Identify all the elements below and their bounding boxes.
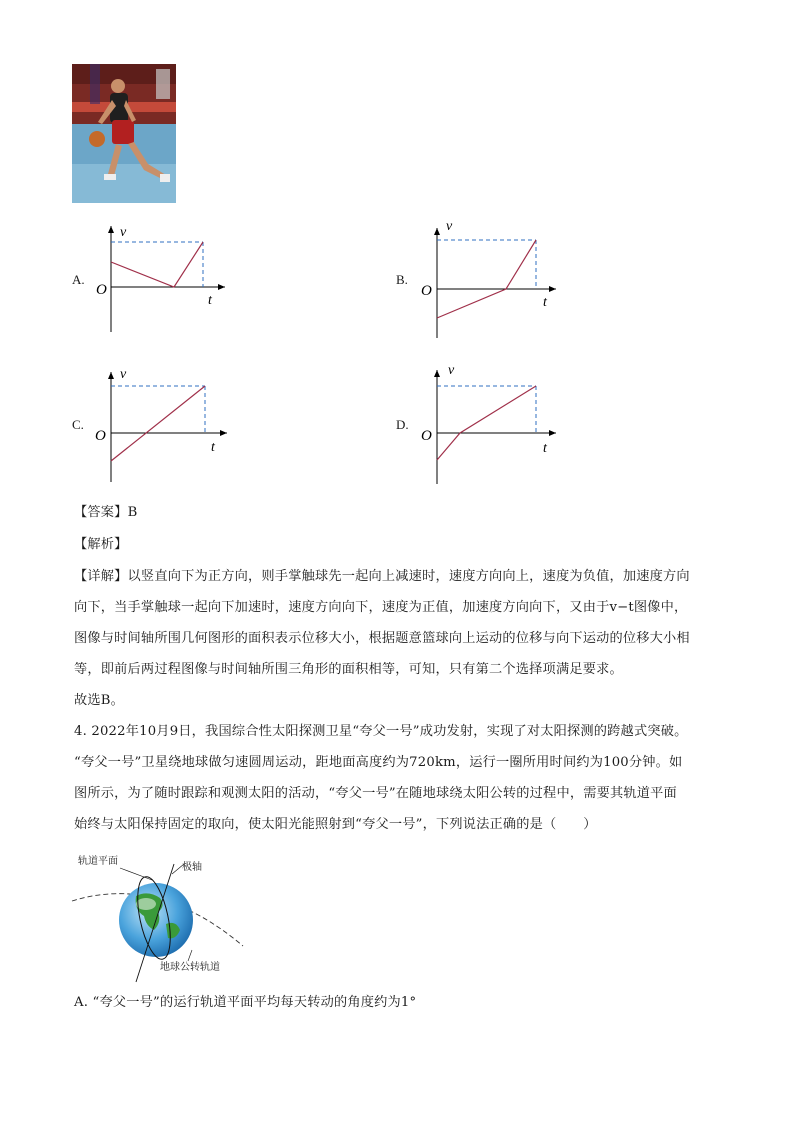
option-c-graph: [90, 366, 270, 496]
earth-orbit-figure: [68, 846, 258, 986]
q4-line-4: 始终与太阳保持固定的取向，使太阳光能照射到“夸父一号”，下列说法正确的是（ ）: [74, 817, 597, 832]
orbit-plane-label: 轨道平面: [78, 856, 118, 867]
answer-line: [74, 504, 137, 522]
analysis-tag: 【解析】: [74, 537, 128, 552]
answer-tag: 【答案】: [74, 505, 128, 520]
revolution-orbit-label: 地球公转轨道: [160, 962, 220, 973]
vt-line: [437, 386, 536, 460]
option-d-graph: [416, 364, 596, 494]
v-label: v: [120, 225, 127, 240]
leader-line: [120, 868, 152, 880]
detail-line-5: 故选B。: [74, 693, 125, 708]
origin-label: O: [421, 283, 432, 299]
vt-line: [437, 240, 536, 318]
q4-line-1: 4. 2022年10月9日，我国综合性太阳探测卫星“夸父一号”成功发射，实现了对太阳探测的跨越式突破。: [74, 724, 688, 739]
origin-label: O: [95, 428, 106, 444]
detail-line-2: 向下，当手掌触球一起向下加速时，速度方向向下，速度为正值，加速度方向向下，又由于v−t图像中，: [74, 600, 688, 615]
option-c-letter: C.: [72, 417, 84, 432]
q4-line-3: 图所示，为了随时跟踪和观测太阳的活动，“夸父一号”在随地球绕太阳公转的过程中，需要其轨道平面: [74, 786, 677, 801]
option-a-letter: A.: [72, 272, 85, 287]
vt-line: [111, 242, 203, 287]
choice-a: A. “夸父一号”的运行轨道平面平均每天转动的角度约为1°: [74, 995, 417, 1010]
v-label: v: [448, 363, 455, 378]
leader-line: [188, 950, 192, 961]
option-b-letter: B.: [396, 272, 408, 287]
q4-line-2: “夸父一号”卫星绕地球做匀速圆周运动，距地面高度约为720km，运行一圈所用时间约为100分钟。如: [74, 755, 683, 770]
v-label: v: [120, 367, 127, 382]
v-label: v: [446, 219, 453, 234]
option-d-letter: D.: [396, 417, 409, 432]
detail-line-1: 【详解】以竖直向下为正方向，则手掌触球先一起向上减速时，速度方向向上，速度为负值，加速度方向: [74, 569, 690, 584]
detail-line-3: 图像与时间轴所围几何图形的面积表示位移大小，根据题意篮球向上运动的位移与向下运动的位移大小相: [74, 631, 690, 646]
t-label: t: [543, 441, 547, 456]
t-label: t: [543, 295, 547, 310]
vt-line: [111, 386, 205, 461]
basketball-player-photo: [72, 64, 176, 203]
origin-label: O: [421, 428, 432, 444]
t-label: t: [208, 293, 212, 308]
detail-line-4: 等，即前后两过程图像与时间轴所围三角形的面积相等，可知，只有第二个选择项满足要求。: [74, 662, 623, 677]
option-b-graph: [416, 219, 596, 352]
polar-axis-label: 极轴: [182, 862, 202, 873]
answer-value: B: [127, 505, 138, 520]
t-label: t: [211, 440, 215, 455]
option-a-graph: [90, 220, 270, 350]
origin-label: O: [96, 282, 107, 298]
